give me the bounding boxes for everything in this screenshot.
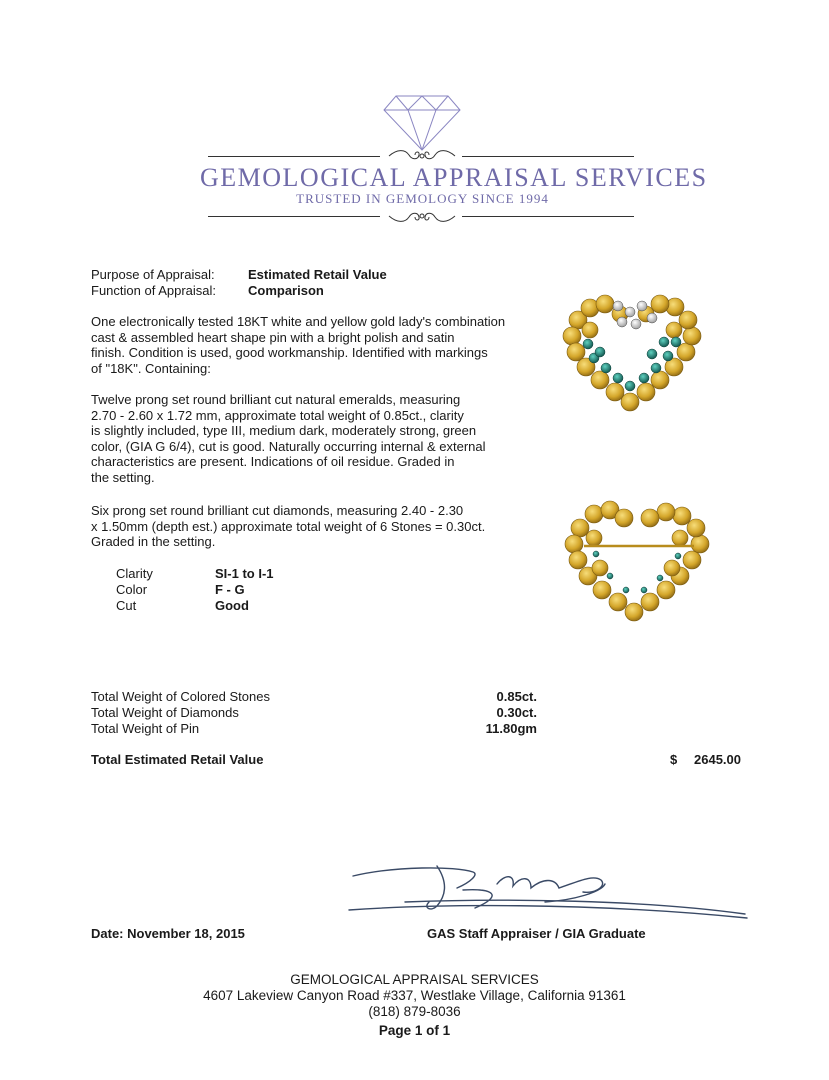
clarity-value: SI-1 to I-1	[215, 566, 274, 581]
emerald-description-line: Twelve prong set round brilliant cut natural emeralds, measuring	[91, 392, 461, 407]
emerald-description-line: the setting.	[91, 469, 155, 485]
emerald-description	[91, 392, 531, 485]
footer-phone: (818) 879-8036	[368, 1004, 461, 1019]
footer-company: GEMOLOGICAL APPRAISAL SERVICES	[290, 972, 539, 987]
function-value: Comparison	[248, 283, 324, 298]
diamond-weight-label: Total Weight of Diamonds	[91, 705, 239, 720]
function-label: Function of Appraisal:	[91, 283, 217, 298]
appraisal-date: Date: November 18, 2015	[91, 926, 245, 941]
appraiser-signature	[345, 862, 750, 924]
cut-value: Good	[215, 598, 249, 613]
currency-symbol: $	[670, 752, 678, 767]
footer-address: 4607 Lakeview Canyon Road #337, Westlake Village, California 91361	[203, 988, 626, 1003]
colored-weight-label: Total Weight of Colored Stones	[91, 689, 270, 704]
heart-pin-front-photo	[560, 292, 710, 417]
purpose-value: Estimated Retail Value	[248, 267, 387, 282]
colored-weight-value: 0.85ct.	[496, 689, 537, 704]
item-description-line: finish. Condition is used, good workmanship. Identified with markings	[91, 345, 488, 360]
cut-label: Cut	[116, 598, 137, 613]
heart-pin-back-photo	[560, 498, 720, 628]
diamond-description-line: x 1.50mm (depth est.) approximate total weight of 6 Stones = 0.30ct.	[91, 518, 486, 534]
purpose-label: Purpose of Appraisal:	[91, 267, 215, 282]
item-description-line: of "18K". Containing:	[91, 360, 211, 376]
retail-value-label: Total Estimated Retail Value	[91, 752, 264, 767]
color-value: F - G	[215, 582, 245, 597]
diamond-description-line: Six prong set round brilliant cut diamonds, measuring 2.40 - 2.30	[91, 503, 464, 518]
retail-value: 2645.00	[694, 752, 741, 767]
clarity-label: Clarity	[116, 566, 153, 581]
emerald-description-line: color, (GIA G 6/4), cut is good. Naturally occurring internal & external	[91, 438, 486, 454]
emerald-description-line: 2.70 - 2.60 x 1.72 mm, approximate total weight of 0.85ct., clarity	[91, 407, 464, 423]
pin-weight-label: Total Weight of Pin	[91, 721, 200, 736]
page-number: Page 1 of 1	[378, 1023, 451, 1038]
appraiser-title: GAS Staff Appraiser / GIA Graduate	[427, 926, 646, 941]
header-rule-top-left	[208, 156, 380, 157]
header-rule-bottom-right	[462, 216, 634, 217]
header-rule-top-right	[462, 156, 634, 157]
diamond-weight-value: 0.30ct.	[496, 705, 537, 720]
item-description	[91, 314, 531, 376]
diamond-logo-icon	[382, 92, 462, 152]
emerald-description-line: is slightly included, type III, medium dark, moderately strong, green	[91, 423, 477, 438]
diamond-description	[91, 503, 531, 550]
company-tagline: TRUSTED IN GEMOLOGY SINCE 1994	[296, 191, 549, 206]
diamond-description-line: Graded in the setting.	[91, 534, 216, 549]
item-description-line: One electronically tested 18KT white and yellow gold lady's combination	[91, 314, 506, 329]
header-rule-bottom-left	[208, 216, 380, 217]
scroll-ornament-icon	[387, 207, 457, 225]
emerald-description-line: characteristics are present. Indications of oil residue. Graded in	[91, 454, 455, 469]
item-description-line: cast & assembled heart shape pin with a bright polish and satin	[91, 329, 455, 345]
color-label: Color	[116, 582, 148, 597]
company-title: GEMOLOGICAL APPRAISAL SERVICES	[200, 163, 708, 192]
pin-weight-value: 11.80gm	[485, 721, 537, 736]
